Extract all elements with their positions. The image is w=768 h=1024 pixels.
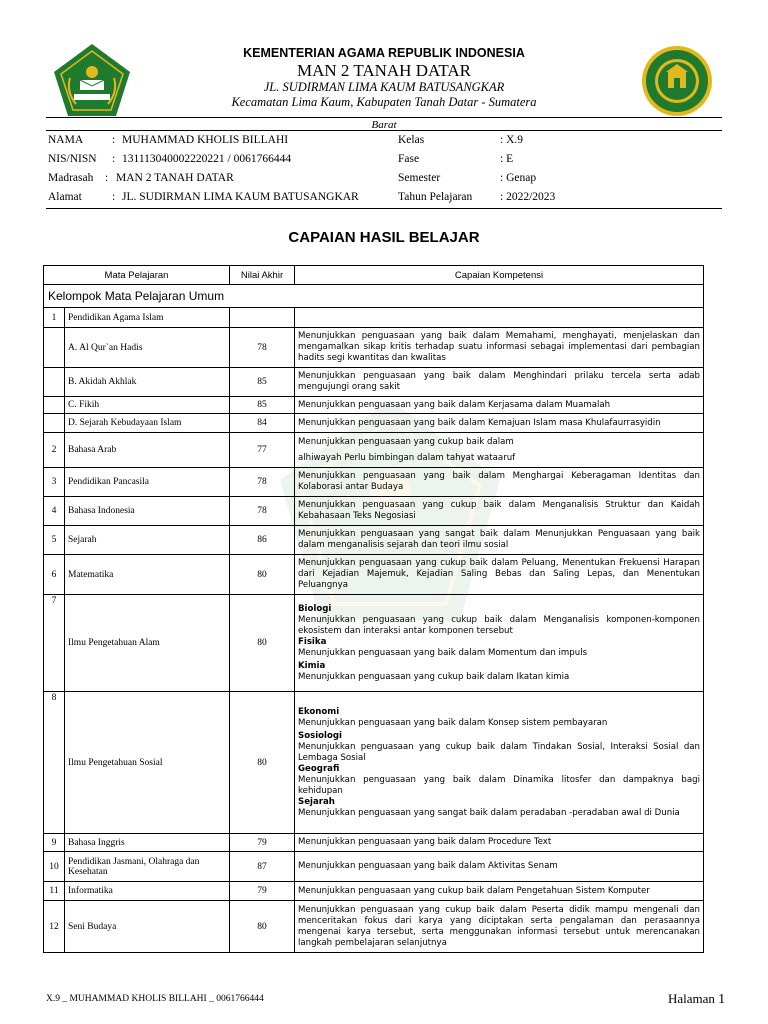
- subsubject-desc: Menunjukkan penguasaan yang baik dalam Momentum dan impuls: [298, 647, 588, 658]
- row-subject: Informatika: [65, 882, 230, 901]
- row-desc: [295, 308, 704, 328]
- row-desc: Menunjukkan penguasaan yang baik dalam Procedure Text: [295, 834, 704, 852]
- student-semester: : Genap: [500, 172, 537, 184]
- table-row: [44, 852, 704, 882]
- row-score: 80: [230, 595, 295, 692]
- group-title: Kelompok Mata Pelajaran Umum: [44, 285, 704, 308]
- school-district: Kecamatan Lima Kaum, Kabupaten Tanah Datar - Sumatera: [231, 95, 537, 109]
- table-row: [44, 595, 704, 692]
- footer-page: [668, 991, 725, 1008]
- row-subject: Ilmu Pengetahuan Sosial: [65, 692, 230, 834]
- table-row: [44, 834, 704, 852]
- row-desc: Menunjukkan penguasaan yang cukup baik dalam Peluang, Menentukan Frekuensi Harapan dari Kejadian Majemuk, Kejadian Saling Bebas dan Saling Lepas, dan Menentukan Peluangnya: [295, 555, 704, 595]
- row-score: 85: [230, 368, 295, 397]
- row-score: 87: [230, 852, 295, 882]
- subsubject-desc: Menunjukkan penguasaan yang sangat baik dalam peradaban -peradaban awal di Dunia: [298, 807, 680, 818]
- row-no: 1: [44, 308, 65, 328]
- page-title: CAPAIAN HASIL BELAJAR: [288, 229, 480, 246]
- subsubject-heading: Sejarah: [298, 796, 335, 807]
- row-score: 78: [230, 468, 295, 497]
- row-subject: Bahasa Arab: [65, 433, 230, 468]
- row-no: 8: [44, 692, 65, 834]
- row-no: 5: [44, 526, 65, 555]
- row-no: 6: [44, 555, 65, 595]
- row-desc: Menunjukkan penguasaan yang sangat baik dalam Menunjukkan Penguasaan yang baik dalam menganalisis sejarah dan teori ilmu sosial: [295, 526, 704, 555]
- subsubject-desc: Menunjukkan penguasaan yang cukup baik dalam Tindakan Sosial, Interaksi Sosial dan Lembaga Sosial: [298, 741, 700, 763]
- row-score: 80: [230, 901, 295, 953]
- row-score: 77: [230, 433, 295, 468]
- row-no: 12: [44, 901, 65, 953]
- student-address: JL. SUDIRMAN LIMA KAUM BATUSANGKAR: [122, 191, 359, 203]
- row-no: 10: [44, 852, 65, 882]
- colon: :: [105, 172, 109, 184]
- table-row: [44, 526, 704, 555]
- class-label: Kelas: [398, 134, 425, 146]
- table-row: [44, 308, 704, 328]
- row-desc: [295, 692, 704, 834]
- table-row: [44, 468, 704, 497]
- row-desc: Menunjukkan penguasaan yang baik dalam Memahami, menghayati, menjelaskan dan mengamalkan sikap kritis terhadap suatu informasi sebagai implementasi dari pembagian hadits segi kwantitas dan kwalitas: [295, 328, 704, 368]
- table-row: [44, 555, 704, 595]
- address-label: Alamat: [48, 191, 82, 203]
- row-desc: [295, 433, 704, 468]
- student-nis: 131113040002220221 / 0061766444: [122, 153, 292, 165]
- row-score: 84: [230, 414, 295, 433]
- colon: :: [112, 134, 116, 146]
- row-desc: [295, 595, 704, 692]
- row-no: [44, 328, 65, 368]
- subsubject-desc: Menunjukkan penguasaan yang cukup baik dalam Menganalisis komponen-komponen ekosistem dan interaksi antar komponen tersebut: [298, 614, 700, 636]
- row-score: 78: [230, 497, 295, 526]
- table-row: [44, 414, 704, 433]
- footer-student-id: X.9 _ MUHAMMAD KHOLIS BILLAHI _ 0061766444: [46, 994, 264, 1004]
- subsubject-heading: Kimia: [298, 660, 326, 671]
- table-row: [44, 328, 704, 368]
- ministry-title: KEMENTERIAN AGAMA REPUBLIK INDONESIA: [243, 46, 525, 60]
- row-desc-line: Menunjukkan penguasaan yang cukup baik dalam: [298, 436, 514, 447]
- row-score: 80: [230, 692, 295, 834]
- subsubject-desc: Menunjukkan penguasaan yang baik dalam Konsep sistem pembayaran: [298, 717, 608, 728]
- row-no: 4: [44, 497, 65, 526]
- row-desc: Menunjukkan penguasaan yang cukup baik dalam Menganalisis Struktur dan Kaidah Kebahasaan Teks Negosiasi: [295, 497, 704, 526]
- row-desc: Menunjukkan penguasaan yang baik dalam Menghindari prilaku tercela serta adab mengujungi orang sakit: [295, 368, 704, 397]
- info-divider: [46, 208, 722, 209]
- row-score: [230, 308, 295, 328]
- header-divider-2: [46, 130, 722, 131]
- header-score: Nilai Akhir: [230, 266, 295, 285]
- colon: :: [112, 191, 116, 203]
- grades-table: [43, 265, 704, 953]
- header-subject: Mata Pelajaran: [44, 266, 230, 285]
- row-score: 86: [230, 526, 295, 555]
- table-row: [44, 692, 704, 834]
- header-competency: Capaian Kompetensi: [295, 266, 704, 285]
- row-score: 80: [230, 555, 295, 595]
- student-class: : X.9: [500, 134, 523, 146]
- subsubject-desc: Menunjukkan penguasaan yang cukup baik dalam Ikatan kimia: [298, 671, 570, 682]
- student-name: MUHAMMAD KHOLIS BILLAHI: [122, 134, 289, 146]
- school-title: MAN 2 TANAH DATAR: [296, 61, 472, 80]
- name-label: NAMA: [48, 134, 84, 146]
- row-subject: Sejarah: [65, 526, 230, 555]
- table-row: [44, 397, 704, 414]
- row-no: 11: [44, 882, 65, 901]
- row-subject: A. Al Qur`an Hadis: [65, 328, 230, 368]
- row-score: 79: [230, 882, 295, 901]
- row-desc: Menunjukkan penguasaan yang cukup baik dalam Peserta didik mampu mengenali dan menceritakan fokus dari karya yang diciptakan serta pengalaman dan perasaannya mengenai karya tersebut, serta menggunakan informasi tersebut untuk merencanakan langkah pembelajaran selanjutnya: [295, 901, 704, 953]
- row-no: 2: [44, 433, 65, 468]
- row-subject: B. Akidah Akhlak: [65, 368, 230, 397]
- table-row: [44, 901, 704, 953]
- table-row: [44, 368, 704, 397]
- school-region: Barat: [371, 119, 397, 131]
- page-number: 1: [718, 992, 726, 1007]
- year-label: Tahun Pelajaran: [398, 191, 473, 203]
- header-divider: [46, 117, 722, 118]
- subsubject-heading: Sosiologi: [298, 730, 343, 741]
- row-desc: Menunjukkan penguasaan yang baik dalam Aktivitas Senam: [295, 852, 704, 882]
- row-desc: Menunjukkan penguasaan yang baik dalam Menghargai Keberagaman Identitas dan Kolaborasi antar Budaya: [295, 468, 704, 497]
- row-no: [44, 414, 65, 433]
- row-subject: D. Sejarah Kebudayaan Islam: [65, 414, 230, 433]
- table-row: [44, 433, 704, 468]
- row-subject: Seni Budaya: [65, 901, 230, 953]
- row-no: 7: [44, 595, 65, 692]
- row-desc-line: alhiwayah Perlu bimbingan dalam tahyat wataaruf: [298, 452, 516, 463]
- row-subject: Bahasa Indonesia: [65, 497, 230, 526]
- row-subject: Ilmu Pengetahuan Alam: [65, 595, 230, 692]
- nis-label: NIS/NISN: [48, 153, 97, 165]
- subsubject-heading: Biologi: [298, 603, 332, 614]
- subsubject-desc: Menunjukkan penguasaan yang baik dalam Dinamika litosfer dan dampaknya bagi kehidupan: [298, 774, 700, 796]
- row-subject: Bahasa Inggris: [65, 834, 230, 852]
- row-subject: Pendidikan Pancasila: [65, 468, 230, 497]
- row-no: 3: [44, 468, 65, 497]
- subsubject-heading: Geografi: [298, 763, 340, 774]
- school-street: JL. SUDIRMAN LIMA KAUM BATUSANGKAR: [263, 80, 505, 94]
- row-no: [44, 397, 65, 414]
- row-subject: Matematika: [65, 555, 230, 595]
- row-desc: Menunjukkan penguasaan yang cukup baik dalam Pengetahuan Sistem Komputer: [295, 882, 704, 901]
- madrasah-label: Madrasah: [48, 172, 94, 184]
- row-score: 85: [230, 397, 295, 414]
- row-score: 79: [230, 834, 295, 852]
- semester-label: Semester: [398, 172, 441, 184]
- row-no: 9: [44, 834, 65, 852]
- subsubject-heading: Fisika: [298, 636, 327, 647]
- row-desc: Menunjukkan penguasaan yang baik dalam Kemajuan Islam masa Khulafaurrasyidin: [295, 414, 704, 433]
- row-subject: Pendidikan Jasmani, Olahraga dan Kesehatan: [65, 852, 230, 882]
- table-row: [44, 497, 704, 526]
- row-subject: C. Fikih: [65, 397, 230, 414]
- table-row: [44, 882, 704, 901]
- phase-label: Fase: [398, 153, 420, 165]
- student-madrasah: MAN 2 TANAH DATAR: [116, 172, 234, 184]
- student-phase: : E: [500, 153, 514, 165]
- colon: :: [112, 153, 116, 165]
- row-score: 78: [230, 328, 295, 368]
- group-row: [44, 285, 704, 308]
- subsubject-heading: Ekonomi: [298, 706, 340, 717]
- row-desc: Menunjukkan penguasaan yang baik dalam Kerjasama dalam Muamalah: [295, 397, 704, 414]
- row-no: [44, 368, 65, 397]
- row-subject: Pendidikan Agama Islam: [65, 308, 230, 328]
- student-year: : 2022/2023: [500, 191, 556, 203]
- table-header-row: [44, 266, 704, 285]
- page-label: Halaman: [668, 991, 715, 1006]
